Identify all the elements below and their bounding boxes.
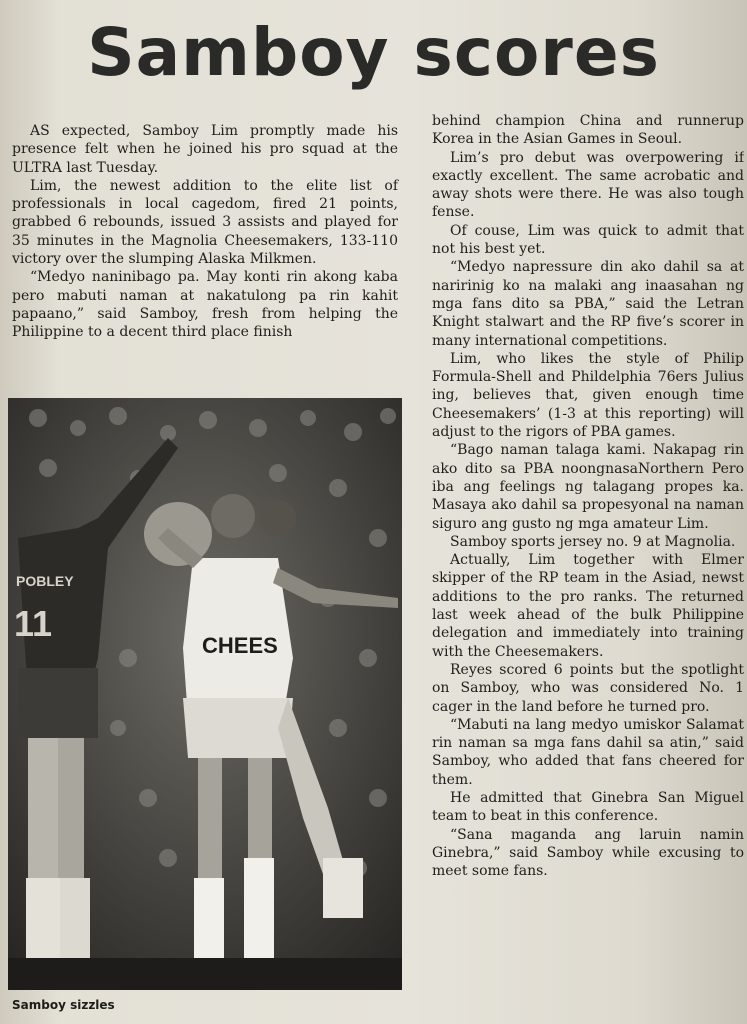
basketball [144,502,212,566]
defender-jersey-name: POBLEY [16,573,74,589]
paragraph: Samboy sports jersey no. 9 at Magnolia. [450,533,736,550]
paragraph: Lim, who likes the style of Philip Formula-Shell and Phildelphia 76ers Julius ing, believes that, given enough time Cheesemakers’ (1-3 at this reporting) will adjust to the rigors of PBA games. [432,350,744,441]
photo-caption: Samboy sizzles [12,998,115,1012]
paragraph: He admitted that Ginebra San Miguel team to beat in this conference. [432,789,744,825]
paragraph: “Bago naman talaga kami. Nakapag rin ako dito sa PBA noongnasaNorthern Pero iba ang feelings ng talagang propes ka. Masaya ako dahil sa propesyonal na naman siguro ang gusto ng mga amateur Lim. [432,442,744,532]
paragraph: Of couse, Lim was quick to admit that not his best yet. [432,222,744,258]
paragraph: Actually, Lim together with Elmer skipper of the RP team in the Asiad, newst additions to the pro ranks. The returned last week ahead of the bulk Philippine delegation and immediately into training with the Cheesemakers. [432,552,744,660]
paragraph: “Medyo napressure din ako dahil sa at naririnig ko na malaki ang inaasahan ng mga fans dito sa PBA,” said the Letran Knight stalwart and the RP five’s scorer in many international competitions. [432,259,744,349]
paragraph: “Sana maganda ang laruin namin Ginebra,” said Samboy while excusing to meet some fans. [432,826,744,880]
paragraph: “Medyo naninibago pa. May konti rin akong kaba pero mabuti naman at nakatulong pa rin kahit papaano,” said Samboy, fresh from helping the Philippine to a decent third place finish [12,269,398,341]
left-article-column [12,122,398,342]
paragraph: Lim, the newest addition to the elite list of professionals in local cagedom, fired 21 points, grabbed 6 rebounds, issued 3 assists and played for 35 minutes in the Magnolia Cheesemakers, 133-110 victory over the slumping Alaska Milkmen. [12,177,398,268]
paragraph: Reyes scored 6 points but the spotlight on Samboy, who was considered No. 1 cager in the land before he turned pro. [432,661,744,715]
paragraph: behind champion China and runnerup Korea in the Asian Games in Seoul. [432,113,744,148]
center-jersey-text: CHEES [202,633,278,658]
court-floor [8,958,402,990]
basketball-photo [8,398,402,990]
photo-illustration [8,398,402,990]
paragraph: “Mabuti na lang medyo umiskor Salamat rin naman sa mga fans dahil sa atin,” said Samboy, who added that fans cheered for them. [432,716,744,788]
paragraph: AS expected, Samboy Lim promptly made his presence felt when he joined his pro squad at the ULTRA last Tuesday. [12,123,398,176]
headline: Samboy scores [87,14,660,91]
defender-jersey-number: 11 [14,603,53,644]
right-article-column [432,112,744,1017]
paragraph: Lim’s pro debut was overpowering if exactly excellent. The same acrobatic and away shots were there. He was also tough fense. [432,149,744,221]
